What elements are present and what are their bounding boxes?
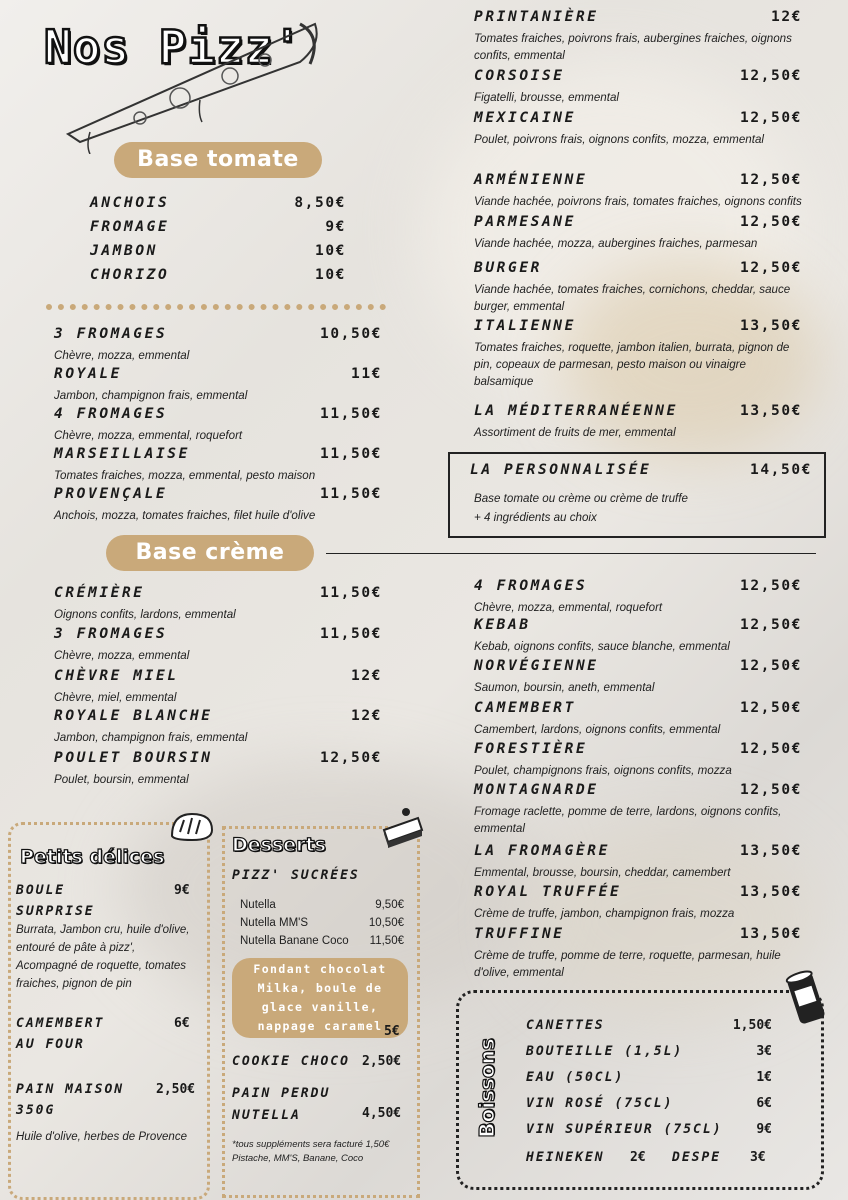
item-name: BURGER [474, 260, 542, 276]
item-price: 12€ [351, 708, 382, 724]
item-name: PROVENÇALE [54, 486, 168, 502]
item-price: 13,50€ [740, 884, 802, 900]
item-desc: Jambon, champignon frais, emmental [54, 731, 248, 744]
item-name: LA MÉDITERRANÉENNE [474, 403, 678, 419]
item-desc: Crème de truffe, jambon, champignon frais, mozza [474, 907, 735, 920]
section-rule [326, 553, 816, 554]
item-desc: Oignons confits, lardons, emmental [54, 608, 236, 621]
item-price: 12,50€ [740, 260, 802, 276]
item-desc: Jambon, champignon frais, emmental [54, 389, 248, 402]
page-title: Nos Pizz' [44, 20, 303, 74]
item-desc: Base tomate ou crème ou crème de truffe [474, 492, 688, 505]
item-name: ANCHOIS [90, 195, 170, 211]
item-desc: Huile d'olive, herbes de Provence [16, 1131, 187, 1143]
item-name: ITALIENNE [474, 318, 576, 334]
item-name: ROYAL TRUFFÉE [474, 884, 622, 900]
item-name: ROYALE BLANCHE [54, 708, 213, 724]
item-price: 12€ [771, 9, 802, 25]
item-name: NORVÉGIENNE [474, 658, 599, 674]
item-price: 9,50€ [375, 899, 404, 911]
item-price: 10€ [315, 267, 346, 283]
item-price: 12,50€ [740, 700, 802, 716]
item-price: 12,50€ [740, 68, 802, 84]
item-name: Nutella MM'S [240, 917, 309, 929]
item-price: 12,50€ [740, 172, 802, 188]
item-desc: Saumon, boursin, aneth, emmental [474, 681, 655, 694]
item-name: Nutella Banane Coco [240, 935, 349, 947]
item-name: JAMBON [90, 243, 158, 259]
item-desc: Tomates fraiches, mozza, emmental, pesto maison [54, 469, 316, 482]
item-price: 10,50€ [368, 917, 404, 929]
supplement-note: *tous suppléments sera facturé 1,50€ [232, 1139, 390, 1150]
item-price: 1€ [756, 1070, 772, 1085]
item-name: Nutella [240, 899, 276, 911]
item-name: 4 FROMAGES [474, 578, 588, 594]
personnalisee-box [448, 452, 826, 538]
item-name: MEXICAINE [474, 110, 576, 126]
item-desc: Poulet, champignons frais, oignons confits, mozza [474, 764, 732, 777]
heineken-name: HEINEKEN [526, 1150, 605, 1165]
item-name: CHORIZO [90, 267, 170, 283]
item-name: KEBAB [474, 617, 531, 633]
item-name: VIN ROSÉ (75CL) [526, 1096, 674, 1111]
item-name: PARMESANE [474, 214, 576, 230]
item-price: 12,50€ [740, 741, 802, 757]
item-desc: Chèvre, mozza, emmental, roquefort [474, 601, 663, 614]
item-desc: Emmental, brousse, boursin, cheddar, camembert [474, 866, 731, 879]
item-name: ROYALE [54, 366, 122, 382]
item-name: BOUTEILLE (1,5L) [526, 1044, 684, 1059]
item-name: POULET BOURSIN [54, 750, 213, 766]
item-price: 12,50€ [740, 782, 802, 798]
item-price: 9€ [756, 1122, 772, 1137]
item-desc: Viande hachée, mozza, aubergines fraiches, parmesan [474, 237, 758, 250]
item-desc: Viande hachée, tomates fraiches, cornichons, cheddar, sauce burger, emmental [474, 283, 791, 313]
item-price: 13,50€ [740, 926, 802, 942]
item-desc: Chèvre, mozza, emmental [54, 649, 190, 662]
pain-perdu-name: PAIN PERDU [232, 1086, 331, 1101]
item-name: CORSOISE [474, 68, 565, 84]
item-price: 11,50€ [320, 626, 382, 642]
item-desc: Poulet, boursin, emmental [54, 773, 189, 786]
item-desc: Camembert, lardons, oignons confits, emmental [474, 723, 721, 736]
desserts-title: Desserts [232, 834, 326, 856]
item-price: 12,50€ [740, 617, 802, 633]
item-desc: Fromage raclette, pomme de terre, lardons, oignons confits, emmental [474, 805, 782, 835]
item-desc: Poulet, poivrons frais, oignons confits, mozza, emmental [474, 133, 764, 146]
cookie-name: COOKIE CHOCO [232, 1054, 350, 1069]
item-desc: + 4 ingrédients au choix [474, 511, 597, 524]
soda-can-icon [784, 966, 828, 1030]
item-desc: Crème de truffe, pomme de terre, roquette, parmesan, huile d'olive, emmental [474, 949, 781, 979]
item-name: LA PERSONNALISÉE [470, 462, 652, 478]
item-price: 9€ [325, 219, 346, 235]
item-price: 8,50€ [294, 195, 346, 211]
item-price: 11,50€ [369, 935, 404, 947]
supplement-list: Pistache, MM'S, Banane, Coco [232, 1153, 364, 1164]
item-name: MARSEILLAISE [54, 446, 190, 462]
item-desc: Viande hachée, poivrons frais, tomates fraiches, oignons confits [474, 195, 802, 208]
item-desc: Burrata, Jambon cru, huile d'olive, entouré de pâte à pizz', Acompagné de roquette, tomates fraiches, pignon de pin [16, 924, 190, 990]
despe-name: DESPE [672, 1150, 722, 1165]
item-desc: Chèvre, mozza, emmental, roquefort [54, 429, 243, 442]
item-price: 1,50€ [732, 1018, 772, 1033]
item-desc: Chèvre, miel, emmental [54, 691, 177, 704]
item-price: 13,50€ [740, 318, 802, 334]
item-price: 12,50€ [740, 658, 802, 674]
item-price: 11,50€ [320, 486, 382, 502]
item-price: 6€ [756, 1096, 772, 1111]
item-name: EAU (50CL) [526, 1070, 625, 1085]
base-tomate-pill: Base tomate [114, 142, 322, 178]
item-price: 14,50€ [750, 462, 812, 478]
cookie-price: 2,50€ [362, 1054, 402, 1069]
bread-icon [168, 808, 216, 844]
pain-perdu-name-2: NUTELLA [232, 1108, 301, 1123]
item-name: CANETTES [526, 1018, 605, 1033]
base-creme-pill: Base crème [106, 535, 314, 571]
item-price: 13,50€ [740, 403, 802, 419]
item-price: 12,50€ [740, 214, 802, 230]
item-name: 3 FROMAGES [54, 326, 168, 342]
pain-perdu-price: 4,50€ [362, 1106, 402, 1121]
item-name: BOULE [16, 883, 66, 898]
item-price: 12,50€ [740, 578, 802, 594]
item-price: 13,50€ [740, 843, 802, 859]
item-name: MONTAGNARDE [474, 782, 599, 798]
item-name: 4 FROMAGES [54, 406, 168, 422]
item-name: CRÉMIÈRE [54, 585, 145, 601]
item-price: 12€ [351, 668, 382, 684]
item-desc: Tomates fraiches, poivrons frais, aubergines fraiches, oignons confits, emmental [474, 32, 792, 62]
item-name: SURPRISE [16, 904, 95, 919]
item-price: 2,50€ [156, 1082, 196, 1097]
heineken-price: 2€ [630, 1150, 646, 1165]
item-name: 3 FROMAGES [54, 626, 168, 642]
item-desc: Figatelli, brousse, emmental [474, 91, 619, 104]
item-price: 12,50€ [740, 110, 802, 126]
item-price: 11,50€ [320, 585, 382, 601]
item-name: CAMEMBERT [474, 700, 576, 716]
item-desc: Kebab, oignons confits, sauce blanche, emmental [474, 640, 730, 653]
item-price: 10€ [315, 243, 346, 259]
item-price: 9€ [174, 883, 190, 898]
item-name: ARMÉNIENNE [474, 172, 588, 188]
item-name: VIN SUPÉRIEUR (75CL) [526, 1122, 723, 1137]
item-name: FORESTIÈRE [474, 741, 588, 757]
fondant-promo: Fondant chocolat Milka, boule de glace vanille, nappage caramel [232, 958, 408, 1038]
item-desc: Chèvre, mozza, emmental [54, 349, 190, 362]
item-name: 350G [16, 1103, 56, 1118]
pizz-sucrees-title: PIZZ' SUCRÉES [232, 868, 360, 883]
despe-price: 3€ [750, 1150, 766, 1165]
item-name: CAMEMBERT [16, 1016, 105, 1031]
item-name: LA FROMAGÈRE [474, 843, 610, 859]
item-price: 3€ [756, 1044, 772, 1059]
item-name: AU FOUR [16, 1037, 85, 1052]
dotted-divider [46, 304, 386, 310]
item-name: PAIN MAISON [16, 1082, 125, 1097]
item-name: FROMAGE [90, 219, 170, 235]
item-price: 12,50€ [320, 750, 382, 766]
item-price: 11€ [351, 366, 382, 382]
item-name: TRUFFINE [474, 926, 565, 942]
fondant-price: 5€ [384, 1024, 400, 1039]
boissons-title: Boissons [474, 1038, 499, 1138]
item-desc: Assortiment de fruits de mer, emmental [474, 426, 676, 439]
item-name: CHÈVRE MIEL [54, 668, 179, 684]
pizza-slice-icon [60, 14, 330, 154]
item-price: 11,50€ [320, 406, 382, 422]
item-desc: Tomates fraiches, roquette, jambon italien, burrata, pignon de pin, copeaux de parmesan, pesto maison ou vinaigre balsamique [474, 341, 790, 388]
item-price: 6€ [174, 1016, 190, 1031]
cake-icon [378, 800, 428, 850]
item-desc: Anchois, mozza, tomates fraiches, filet huile d'olive [54, 509, 316, 522]
petits-delices-title: Petits délices [20, 846, 165, 868]
item-price: 11,50€ [320, 446, 382, 462]
item-price: 10,50€ [320, 326, 382, 342]
item-name: PRINTANIÈRE [474, 9, 599, 25]
